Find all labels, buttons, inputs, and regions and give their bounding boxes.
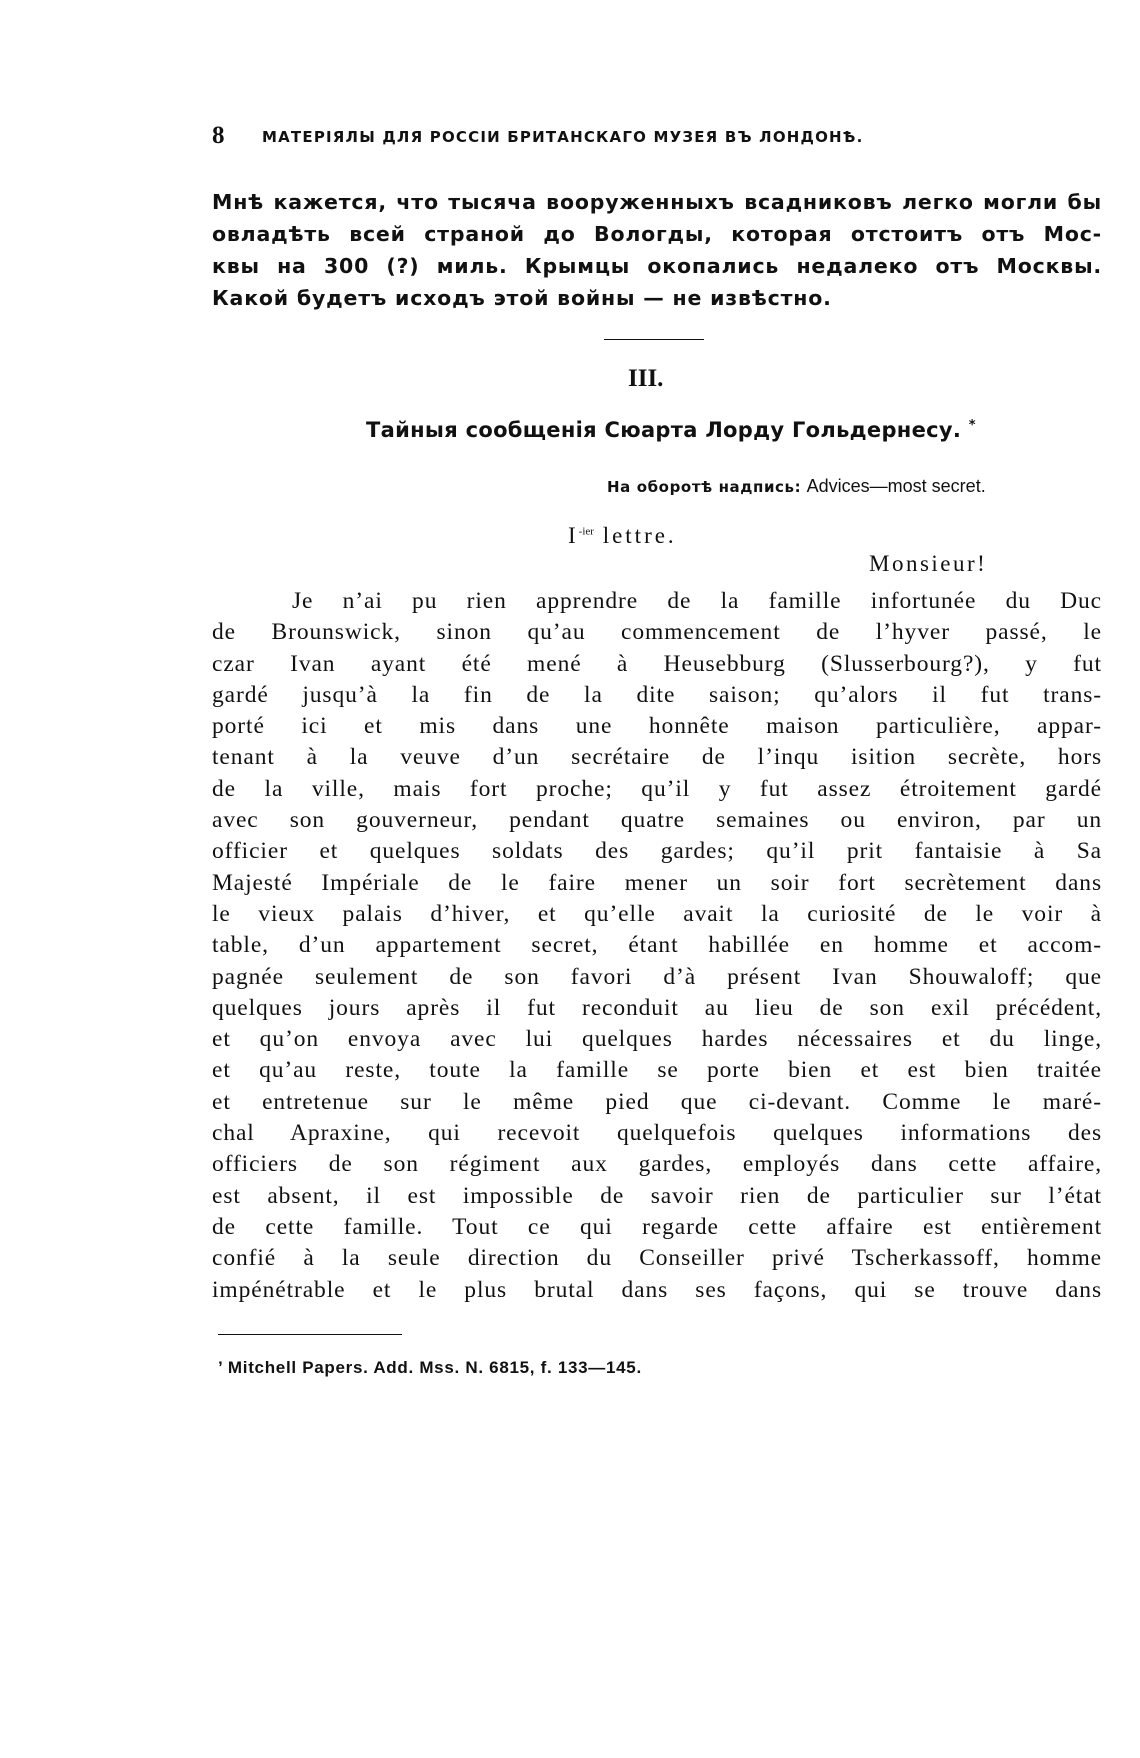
text-line: овладѣть всей страной до Вологды, которая отстоитъ отъ Мос- <box>212 222 1102 246</box>
text-line: et entretenue sur le même pied que ci-devant. Comme le maré- <box>212 1088 1102 1115</box>
section-title <box>366 418 976 442</box>
text-line: Какой будетъ исходъ этой войны — не извѣстно. <box>212 286 832 310</box>
text-line: Мнѣ кажется, что тысяча вооруженныхъ всадниковъ легко могли бы <box>212 190 1102 214</box>
text-line: Majesté Impériale de le faire mener un soir fort secrètement dans <box>212 869 1102 896</box>
text-line: et qu’au reste, toute la famille se porte bien et est bien traitée <box>212 1057 1102 1084</box>
text-line: impénétrable et le plus brutal dans ses façons, qui se trouve dans <box>212 1276 1102 1303</box>
text-line: Je n’ai pu rien apprendre de la famille infortunée du Duc <box>292 588 1102 614</box>
text-line: pagnée seulement de son favori d’à présent Ivan Shouwaloff; que <box>212 963 1102 990</box>
text-line: de la ville, mais fort proche; qu’il y fut assez étroitement gardé <box>212 775 1102 802</box>
text-line: officiers de son régiment aux gardes, employés dans cette affaire, <box>212 1151 1102 1178</box>
text-line: квы на 300 (?) миль. Крымцы окопались недалеко отъ Москвы. <box>212 254 1102 278</box>
letter-label <box>568 523 677 549</box>
section-divider <box>604 339 704 340</box>
text-line: table, d’un appartement secret, étant habillée en homme et accom- <box>212 932 1102 959</box>
footnote-marker: * <box>968 418 976 433</box>
text-line: confié à la seule direction du Conseiller privé Tscherkassoff, homme <box>212 1245 1102 1272</box>
letter-label-word: lettre. <box>593 523 677 548</box>
text-line: le vieux palais d’hiver, et qu’elle avait la curiosité de le voir à <box>212 900 1102 927</box>
endorsement-note <box>607 476 986 497</box>
text-line: gardé jusqu’à la fin de la dite saison; qu’alors il fut trans- <box>212 681 1102 708</box>
text-line: avec son gouverneur, pendant quatre semaines ou environ, par un <box>212 807 1102 834</box>
text-line: porté ici et mis dans une honnête maison particulière, appar- <box>212 713 1102 740</box>
salutation: Monsieur! <box>869 551 988 576</box>
page-header <box>212 122 1072 152</box>
text-line: tenant à la veuve d’un secrétaire de l’inqu isition secrète, hors <box>212 744 1102 771</box>
footnote: ’ Mitchell Papers. Add. Mss. N. 6815, f. 133—145. <box>218 1358 642 1377</box>
text-line: officier et quelques soldats des gardes; qu’il prit fantaisie à Sa <box>212 838 1102 865</box>
text-line: czar Ivan ayant été mené à Heusebburg (Slusserbourg?), y fut <box>212 650 1102 677</box>
running-title: МАТЕРІЯЛЫ ДЛЯ РОССІИ БРИТАНСКАГО МУЗЕЯ ВЪ ЛОНДОНѢ. <box>262 128 864 146</box>
page-number: 8 <box>212 122 225 149</box>
letter-label-sup: -ier <box>578 525 594 538</box>
text-line: est absent, il est impossible de savoir rien de particulier sur l’état <box>212 1182 1102 1209</box>
section-title-text: Тайныя сообщенія Сюарта Лорду Гольдернесу. <box>366 418 962 442</box>
text-line: et qu’on envoya avec lui quelques hardes nécessaires et du linge, <box>212 1026 1102 1053</box>
text-line: quelques jours après il fut reconduit au lieu de son exil précédent, <box>212 994 1102 1021</box>
text-line: de Brounswick, sinon qu’au commencement de l’hyver passé, le <box>212 619 1102 646</box>
text-line: chal Apraxine, qui recevoit quelquefois quelques informations des <box>212 1120 1102 1147</box>
endorsement-en: Advices—most secret. <box>806 476 986 496</box>
text-line: de cette famille. Tout ce qui regarde cette affaire est entièrement <box>212 1213 1102 1240</box>
russian-paragraph <box>212 186 1102 314</box>
endorsement-ru: На оборотѣ надпись: <box>607 478 802 496</box>
section-number: III. <box>628 365 664 392</box>
letter-label-main: I <box>568 523 579 548</box>
letter-body <box>212 586 1102 1306</box>
footnote-divider <box>218 1334 402 1335</box>
